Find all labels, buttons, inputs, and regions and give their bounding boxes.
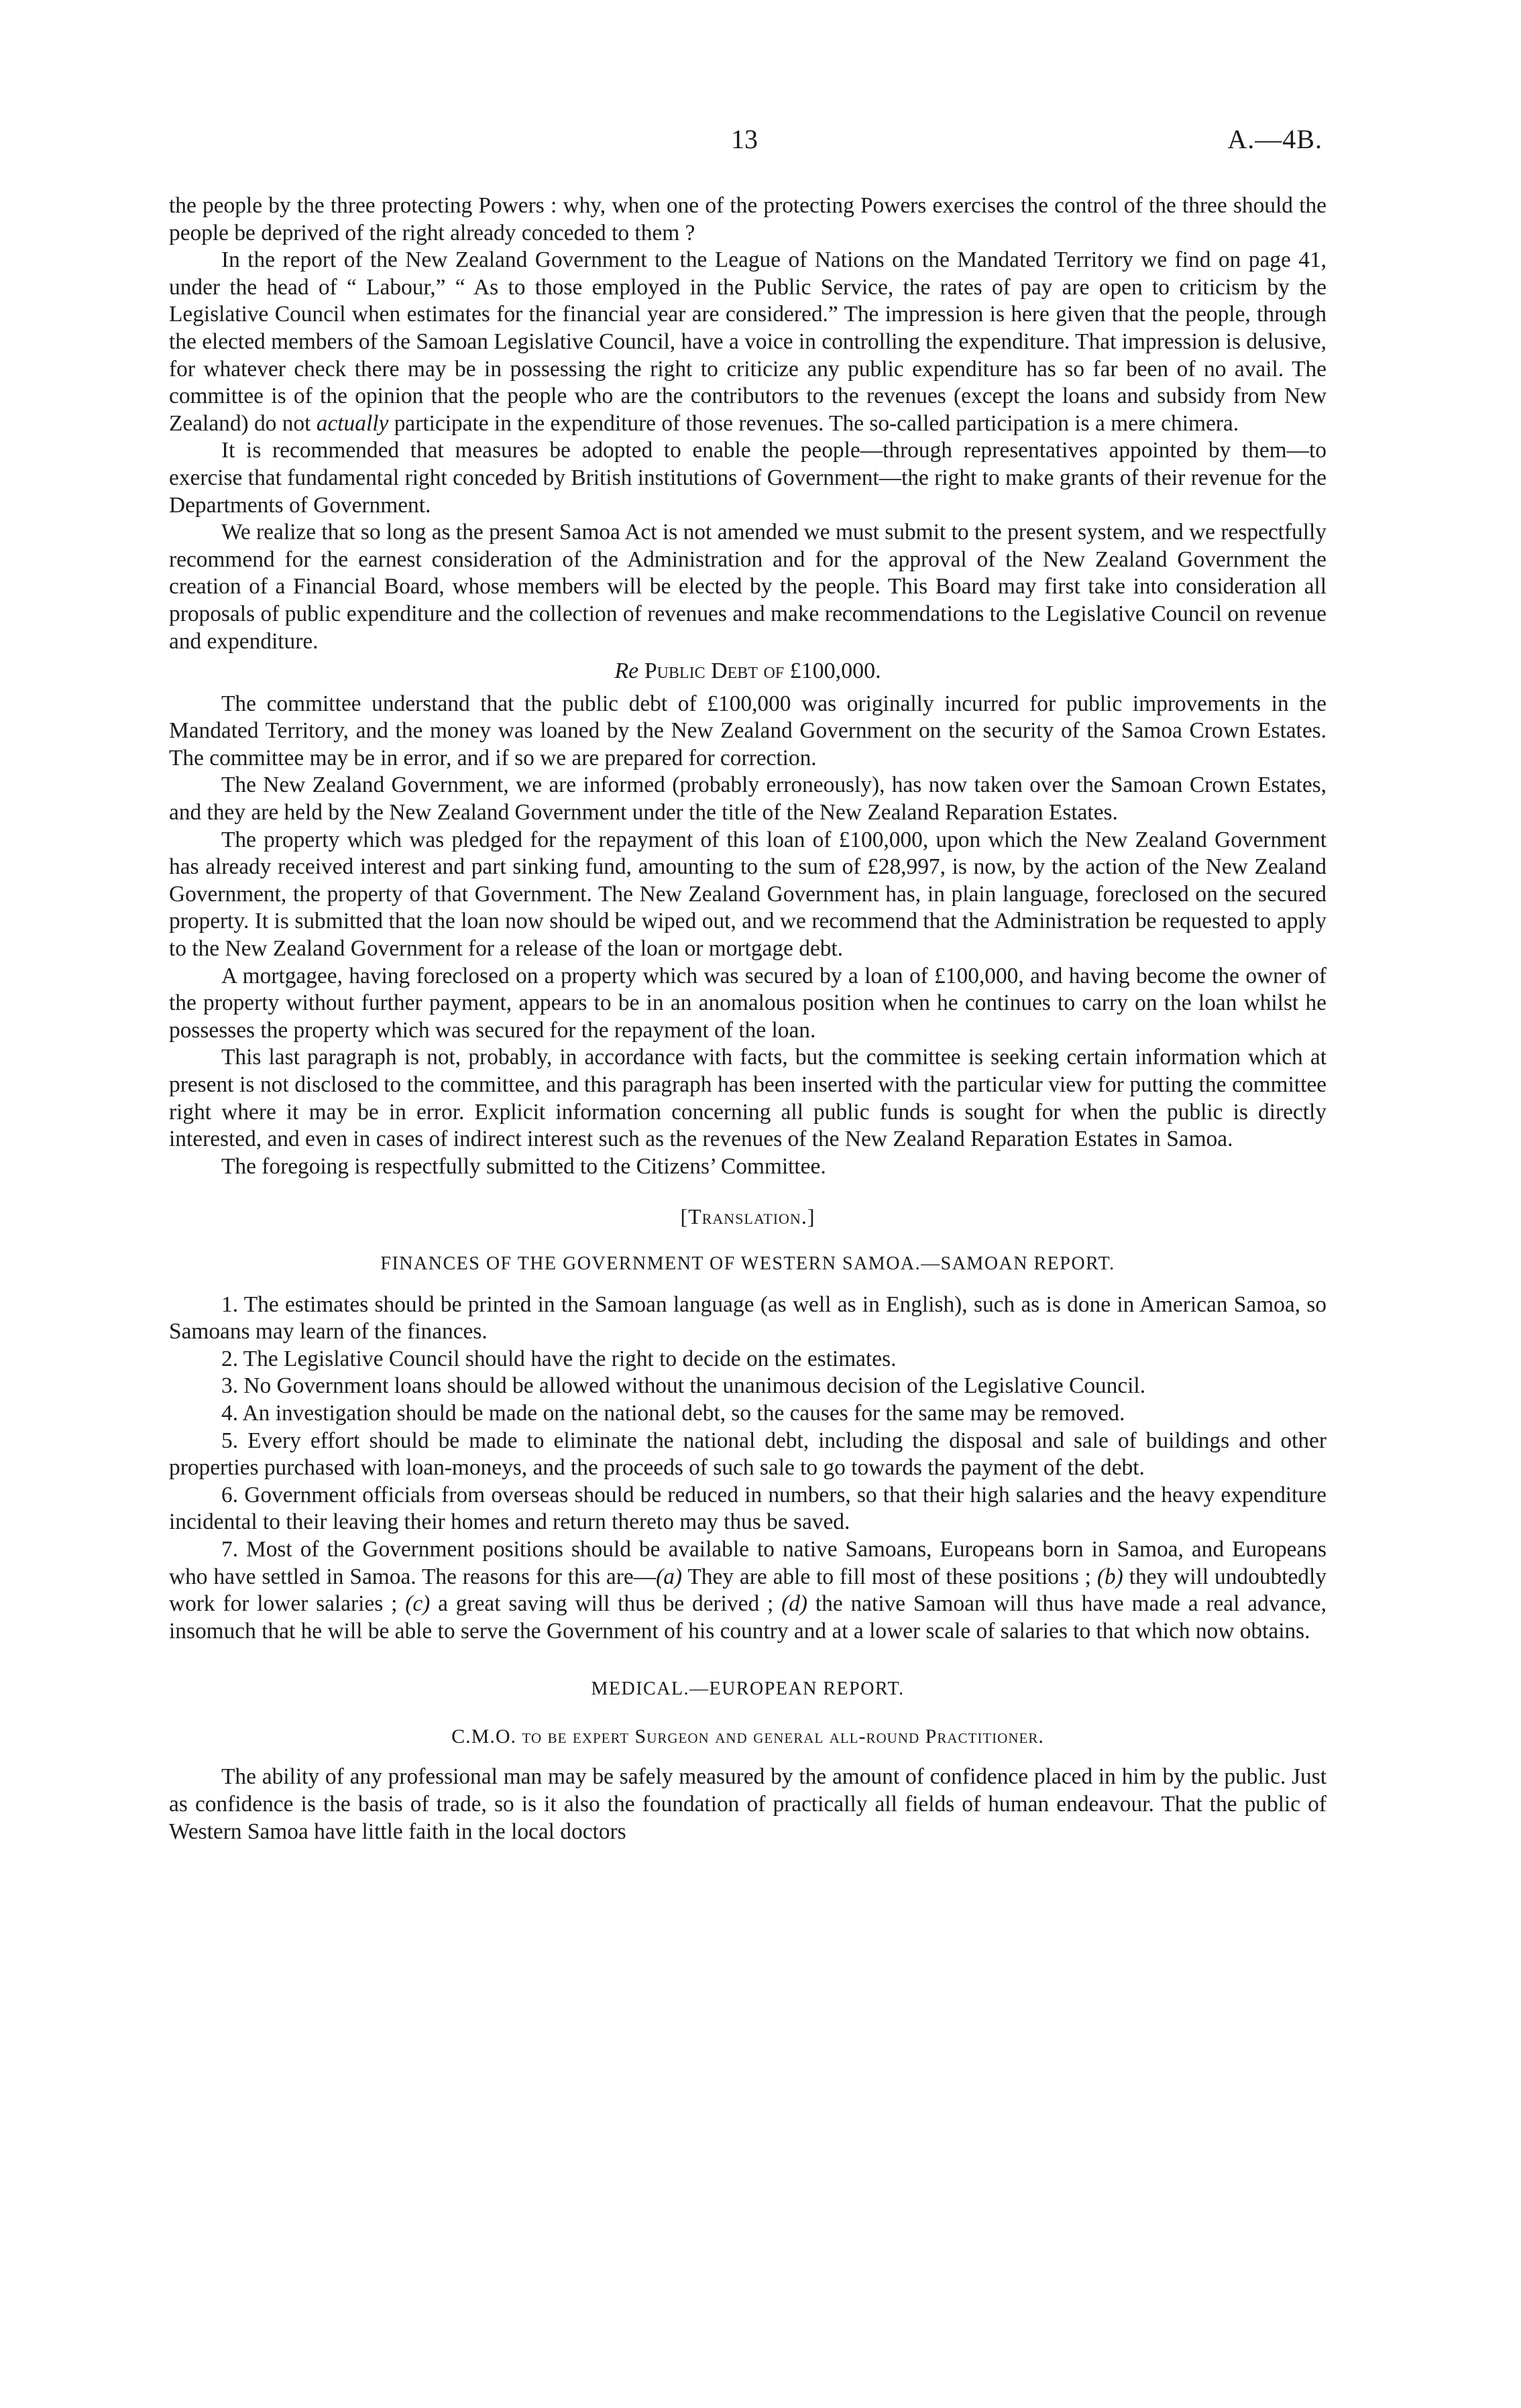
paragraph-recommendation: It is recommended that measures be adopted to enable the people—through representatives appointed by them—to exercise that fundamental right conceded by British institutions of Government—the right to make grants of their revenue for the Departments of Government. xyxy=(169,438,1327,518)
item-7-text: 7. Most of the Government positions should be available to native Samoans, Europeans born in Samoa, and Europeans who have settled in Samoa. The reasons for this are— xyxy=(169,1536,1327,1589)
paragraph-pledged-property: The property which was pledged for the repayment of this loan of £100,000, upon which the New Zealand Government has already received interest and part sinking fund, amounting to the sum of £28,997, is now, by the action of the New Zealand Government, the property of that Government. The New Zealand Government has, in plain language, foreclosed on the secured property. It is submitted that the loan now should be wiped out, and we recommend that the Administration be requested to apply to the New Zealand Government for a release of the loan or mortgage debt. xyxy=(169,827,1327,962)
paragraph-text: In the report of the New Zealand Government to the League of Nations on the Mandated Territory we find on page 41, under the head of “ Labour,” “ As to those employed in the Public Service, the rates of pay are open to criticism by the Legislative Council when estimates for the financial year are considered.” The impression is here given that the people, through the elected members of the Samoan Legislative Council, have a voice in controlling the expenditure. That impression is delusive, for whatever check there may be in possessing the right to criticize any public expenditure has so far been of no avail. The committee is of the opinion that the people who are the contributors to the revenues (except the loans and subsidy from New Zealand) do not xyxy=(169,247,1327,436)
numbered-item-1: 1. The estimates should be printed in the Samoan language (as well as in English), such as is done in American Samoa, so Samoans may learn of the finances. xyxy=(169,1292,1327,1344)
item-7-reason-b: they will undoubtedly work for lower salaries ; xyxy=(169,1564,1327,1617)
item-7-label-c: (c) xyxy=(405,1591,431,1617)
numbered-item-3: 3. No Government loans should be allowed without the unanimous decision of the Legislative Council. xyxy=(221,1373,1146,1399)
running-header xyxy=(0,123,1521,164)
paragraph-continued: the people by the three protecting Powers : why, when one of the protecting Powers exercises the control of the three should the people be deprived of the right already conceded to them ? xyxy=(169,193,1327,245)
numbered-item-2: 2. The Legislative Council should have the right to decide on the estimates. xyxy=(221,1346,897,1371)
item-7-reason-c: a great saving will thus be derived ; xyxy=(438,1591,774,1617)
heading-public-debt-text: Public Debt of £100,000. xyxy=(644,658,881,684)
paragraph-submitted: The foregoing is respectfully submitted to the Citizens’ Committee. xyxy=(221,1153,826,1179)
paragraph-financial-board: We realize that so long as the present Samoa Act is not amended we must submit to the present system, and we respectfully recommend for the earnest consideration of the Administration and for the approval of the New Zealand Government the creation of a Financial Board, whose members will be elected by the people. This Board may first take into consideration all proposals of public expenditure and the collection of revenues and make recommendations to the Legislative Council on revenue and expenditure. xyxy=(169,520,1327,654)
heading-public-debt xyxy=(169,658,1327,685)
item-7-reason-d: the native Samoan will thus have made a real advance, insomuch that he will be able to serve the Government of his country and at a lower scale of salaries to that which now obtains. xyxy=(169,1591,1327,1644)
paragraph-text-end: participate in the expenditure of those revenues. The so-called participation is a mere chimera. xyxy=(394,410,1239,436)
numbered-item-5: 5. Every effort should be made to eliminate the national debt, including the disposal and sale of buildings and other properties purchased with loan-moneys, and the proceeds of such sale to go towards the payment of the debt. xyxy=(169,1428,1327,1481)
paragraph-crown-estates: The New Zealand Government, we are informed (probably erroneously), has now taken over the Samoan Crown Estates, and they are held by the New Zealand Government under the title of the New Zealand Reparation Estates. xyxy=(169,772,1327,825)
page-number: 13 xyxy=(731,124,758,154)
numbered-item-6: 6. Government officials from overseas should be reduced in numbers, so that their high salaries and the heavy expenditure incidental to their leaving their homes and return thereto may thus be saved. xyxy=(169,1482,1327,1535)
item-7-label-b: (b) xyxy=(1096,1564,1123,1589)
heading-translation: [Translation.] xyxy=(680,1204,815,1229)
paragraph-mortgagee: A mortgagee, having foreclosed on a property which was secured by a loan of £100,000, and having become the owner of the property without further payment, appears to be in an anomalous position when he continues to carry on the loan whilst he possesses the property which was secured for the repayment of the loan. xyxy=(169,963,1327,1043)
document-reference: A.—4B. xyxy=(1227,124,1322,154)
heading-cmo: C.M.O. to be expert Surgeon and general all-round Practitioner. xyxy=(451,1725,1044,1747)
numbered-item-7 xyxy=(169,1536,1327,1645)
heading-medical: MEDICAL.—EUROPEAN REPORT. xyxy=(591,1678,905,1700)
paragraph-debt-origin: The committee understand that the public debt of £100,000 was originally incurred for public improvements in the Mandated Territory, and the money was loaned by the New Zealand Government on the security of the Samoa Crown Estates. The committee may be in error, and if so we are prepared for correction. xyxy=(169,691,1327,770)
emphasis-actually: actually xyxy=(316,410,389,436)
item-7-label-d: (d) xyxy=(781,1591,808,1617)
item-7-reason-a: They are able to fill most of these positions ; xyxy=(687,1564,1091,1589)
paragraph-information: This last paragraph is not, probably, in accordance with facts, but the committee is seeking certain information which at present is not disclosed to the committee, and this paragraph has been inserted with the particular view for putting the committee right where it may be in error. Explicit information concerning all public funds is sought for when the public is directly interested, and even in cases of indirect interest such as the revenues of the New Zealand Reparation Estates in Samoa. xyxy=(169,1045,1327,1152)
body-text xyxy=(169,192,1327,1845)
heading-finances: FINANCES OF THE GOVERNMENT OF WESTERN SAMOA.—SAMOAN REPORT. xyxy=(380,1253,1115,1274)
item-7-label-a: (a) xyxy=(656,1564,683,1589)
paragraph-league-report xyxy=(169,247,1327,437)
paragraph-professional-ability: The ability of any professional man may be safely measured by the amount of confidence placed in him by the public. Just as confidence is the basis of trade, so is it also the foundation of practically all fields of human endeavour. That the public of Western Samoa have little faith in the local doctors xyxy=(169,1764,1327,1844)
heading-re: Re xyxy=(614,658,639,684)
numbered-item-4: 4. An investigation should be made on the national debt, so the causes for the same may be removed. xyxy=(221,1400,1125,1426)
